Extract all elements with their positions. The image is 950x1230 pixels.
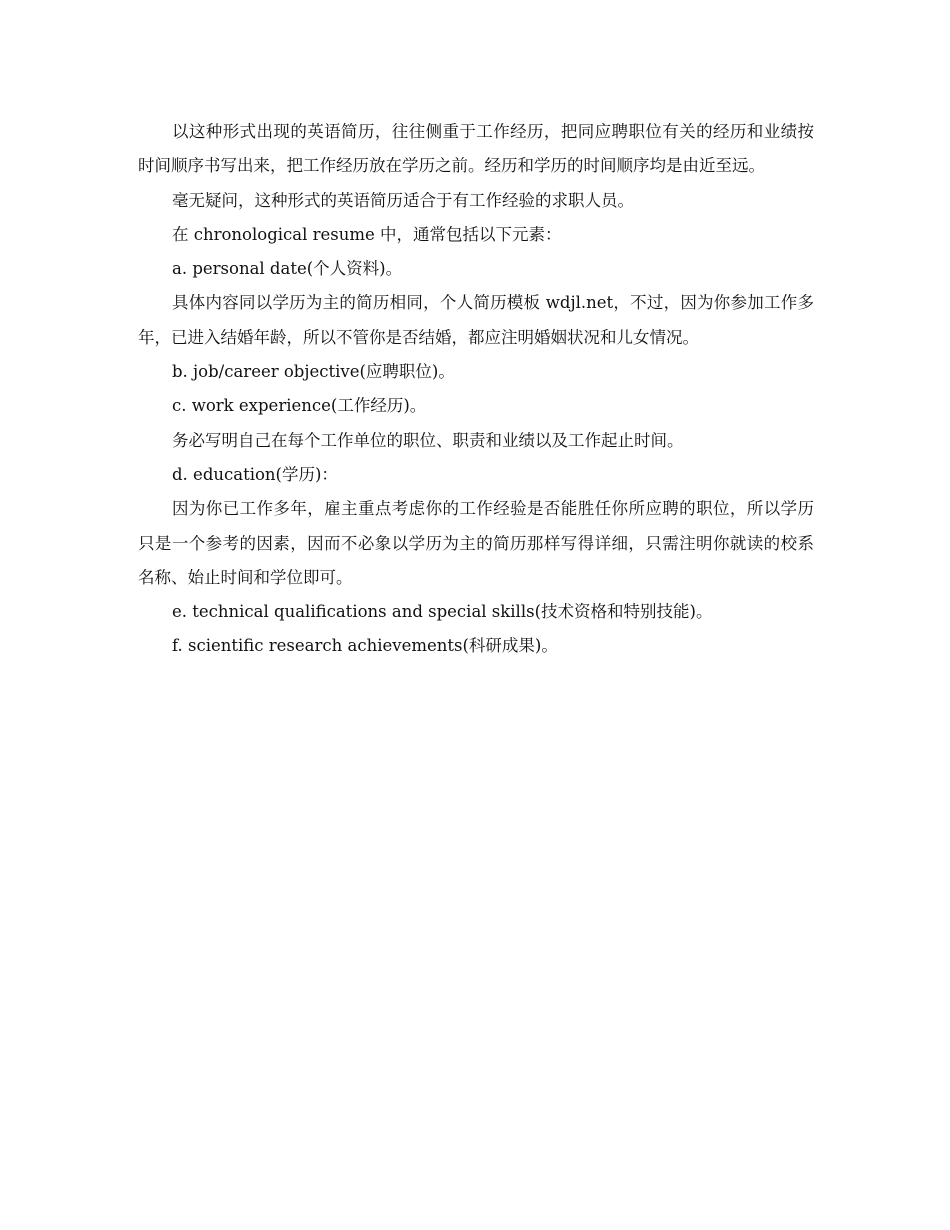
list-item-education: d. education(学历)： [172, 464, 338, 484]
document-body [138, 115, 814, 664]
paragraph-elements-intro: 在 chronological resume 中，通常包括以下元素： [172, 224, 562, 244]
list-item-technical-qualifications: e. technical qualifications and special skills(技术资格和特别技能)。 [172, 602, 713, 622]
list-item-work-experience: c. work experience(工作经历)。 [172, 396, 427, 416]
paragraph-personal-details: 具体内容同以学历为主的简历相同，个人简历模板 wdjl.net，不过，因为你参加工作多年，已进入结婚年龄，所以不管你是否结婚，都应注明婚姻状况和儿女情况。 [138, 293, 814, 347]
list-item-research-achievements: f. scientific research achievements(科研成果)。 [172, 636, 558, 656]
paragraph-suitability: 毫无疑问，这种形式的英语简历适合于有工作经验的求职人员。 [172, 190, 634, 210]
list-item-personal-date: a. personal date(个人资料)。 [172, 259, 403, 279]
paragraph-intro: 以这种形式出现的英语简历，往往侧重于工作经历，把同应聘职位有关的经历和业绩按时间顺序书写出来，把工作经历放在学历之前。经历和学历的时间顺序均是由近至远。 [138, 122, 814, 176]
paragraph-education-details: 因为你已工作多年，雇主重点考虑你的工作经验是否能胜任你所应聘的职位，所以学历只是一个参考的因素，因而不必象以学历为主的简历那样写得详细，只需注明你就读的校系名称、始止时间和学位即可。 [138, 499, 814, 587]
paragraph-work-details: 务必写明自己在每个工作单位的职位、职责和业绩以及工作起止时间。 [172, 430, 684, 450]
list-item-job-objective: b. job/career objective(应聘职位)。 [172, 362, 455, 382]
